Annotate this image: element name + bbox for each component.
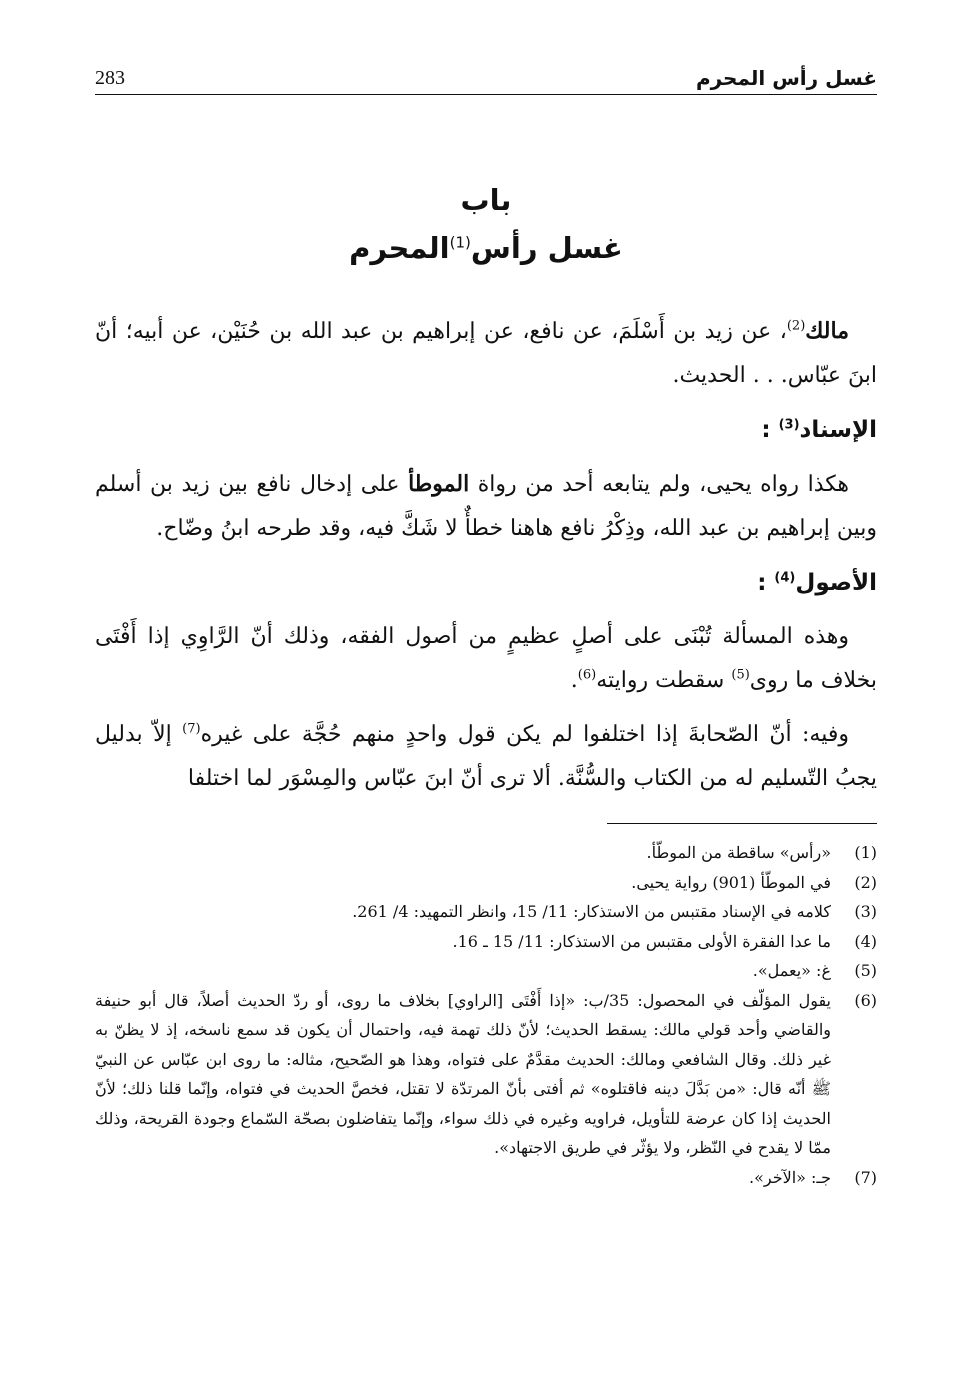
- body-text: [95, 309, 877, 801]
- footnote-text: «رأس» ساقطة من الموطّأ.: [646, 843, 831, 862]
- footnote-number: (3): [854, 902, 877, 921]
- footnote-item: [95, 868, 877, 898]
- footnote-ref: (5): [731, 667, 750, 683]
- footnote-number: (2): [854, 872, 877, 892]
- paragraph-text: .: [570, 668, 578, 693]
- footnote-text: جـ: «الآخر».: [748, 1167, 831, 1187]
- footnote-ref: (3): [778, 417, 800, 433]
- paragraph-text: هكذا رواه يحيى، ولم يتابعه أحد من رواة: [469, 472, 849, 497]
- footnote-divider: [607, 823, 877, 824]
- running-title: غسل رأس المحرم: [695, 66, 877, 90]
- footnote-number: (7): [854, 1167, 877, 1187]
- footnote-ref: (7): [182, 721, 201, 737]
- footnote-ref: (1): [449, 233, 471, 252]
- footnote-text: ما عدا الفقرة الأولى مقتبس من الاستذكار: 11/ 15 ـ 16.: [452, 931, 831, 951]
- footnote-text: يقول المؤلّف في المحصول: 35/ب: «إذا أَفْتَى [الراوي] بخلاف ما روى، أو ردّ الحديث أصلاً، قال أبو حنيفة والقاضي وأحد قولي مالك: يسقط الحديث؛ لأنّ ذلك تهمة فيه، واحتمال أن يكون قد سمع ناسخه، إذ لا يظنّ به غير ذلك. وقال الشافعي ومالك: الحديث مقدَّمٌ على فتواه، وهذا هو الصّحيح، مثاله: ما روى ابن عبّاس عن النبيّ ﷺ أنّه قال: «من بَدَّلَ دينه فاقتلوه» ثم أفتى بأنّ المرتدّة لا تقتل، فخصَّ الحديث في فتواه، وإنّما قلنا ذلك؛ لأنّ الحديث إذا كان عرضة للتأويل، فراويه وغيره في ذلك سواء، وإنّما يتفاضلون بصحّة السّماع وجودة القريحة، وذلك ممّا لا يقدح في النّظر، ولا يؤثّر في طريق الاجتهاد».: [95, 990, 832, 1157]
- footnote-number: (5): [854, 961, 877, 980]
- footnote-item: [95, 956, 877, 986]
- footnotes: [95, 838, 877, 1192]
- paragraph-text: ، عن زيد بن أَسْلَمَ، عن نافع، عن إبراهيم بن عبد الله بن حُنَيْن، عن أبيه؛ أنّ ابنَ عبّاس. . . الحديث.: [95, 319, 877, 388]
- footnote-item: [95, 1163, 877, 1193]
- footnote-number: (6): [854, 990, 877, 1010]
- heading-colon: :: [761, 417, 771, 443]
- page-number: 283: [95, 67, 125, 89]
- footnote-item: [95, 838, 877, 868]
- paragraph-3: [95, 615, 877, 703]
- paragraph-1: [95, 309, 877, 398]
- running-header: [95, 52, 877, 95]
- paragraph-2: [95, 462, 877, 551]
- chapter-title: [95, 231, 877, 265]
- chapter-label: باب: [460, 183, 512, 217]
- paragraph-text: سقطت روايته: [596, 668, 732, 693]
- footnote-text: غ: «يعمل».: [752, 961, 831, 980]
- footnote-number: (4): [854, 931, 877, 951]
- footnote-ref: (2): [786, 318, 806, 334]
- footnote-item: [95, 986, 877, 1163]
- footnote-item: [95, 927, 877, 957]
- author-name: مالك: [805, 318, 849, 344]
- chapter-title-part2: المحرم: [349, 231, 450, 265]
- paragraph-text: وهذه المسألة تُبْنَى على أصلٍ عظيمٍ من أصول الفقه، وذلك أنّ الرَّاوِي إذا أَفْتَى بخلاف ما روى: [95, 624, 877, 693]
- paragraph-4: [95, 713, 877, 801]
- paragraph-text: إلاّ بدليل يجبُ التّسليم له من الكتاب والسُّنَّة. ألا ترى أنّ ابنَ عبّاس والمِسْوَر لما اختلفا: [95, 722, 877, 791]
- paragraph-text: على إدخال نافع بين زيد بن أسلم وبين إبراهيم بن عبد الله، وذِكْرُ نافع هاهنا خطأٌ لا شَكَّ فيه، وقد طرحه ابنُ وضّاح.: [95, 472, 877, 541]
- section-heading-usul: [95, 561, 877, 605]
- footnote-text: في الموطّأ (901) رواية يحيى.: [631, 872, 831, 892]
- footnote-ref: (4): [774, 570, 796, 586]
- chapter-title-part1: غسل رأس: [470, 231, 623, 265]
- section-heading-isnad: [95, 408, 877, 452]
- footnote-number: (1): [854, 843, 877, 862]
- footnote-ref: (6): [577, 667, 597, 683]
- paragraph-text: وفيه: أنّ الصّحابةَ إذا اختلفوا لم يكن قول واحدٍ منهم حُجَّة على غيره: [200, 722, 849, 747]
- heading-text: الإسناد: [799, 417, 877, 443]
- book-title: الموطأ: [408, 471, 470, 497]
- heading-text: الأصول: [795, 570, 877, 596]
- footnote-item: [95, 897, 877, 927]
- book-page: [95, 52, 877, 1192]
- heading-colon: :: [757, 570, 767, 596]
- footnote-text: كلامه في الإسناد مقتبس من الاستذكار: 11/ 15، وانظر التمهيد: 4/ 261.: [352, 902, 831, 921]
